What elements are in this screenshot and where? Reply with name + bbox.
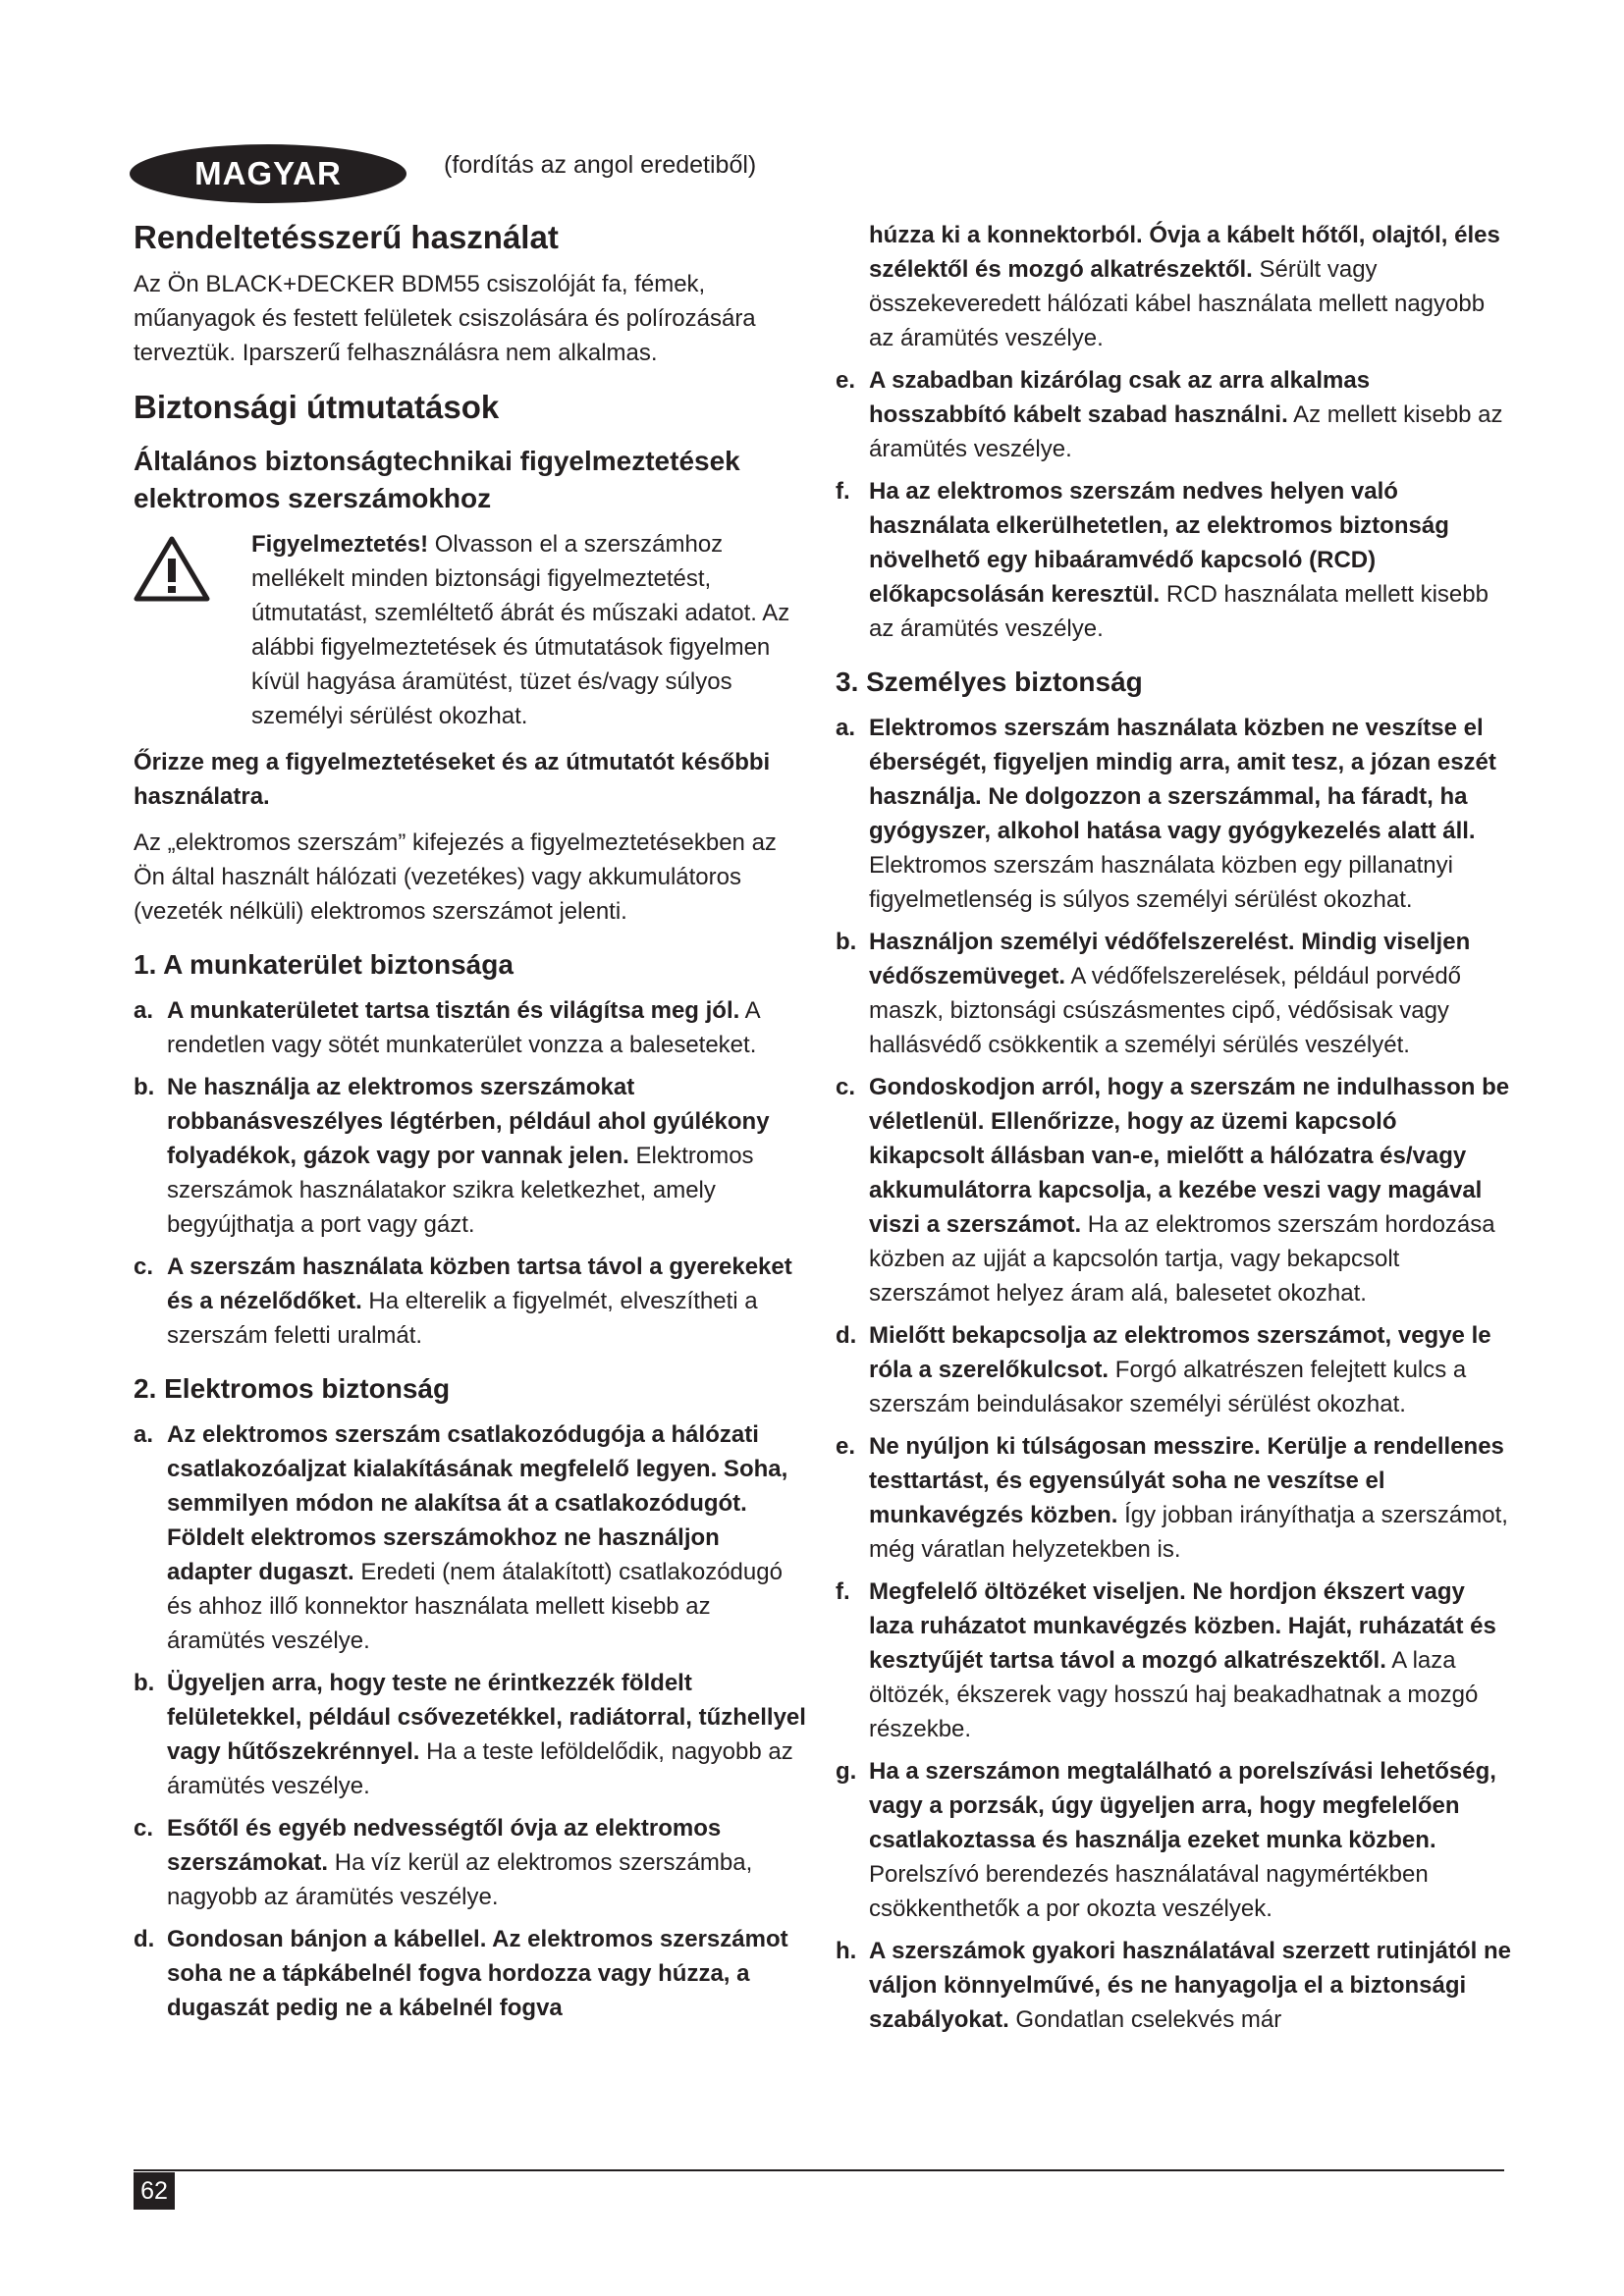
intended-use-heading: Rendeltetésszerű használat [134,219,559,255]
item-bold: Ha a szerszámon megtalálható a porelszívási lehetőség, vagy a porzsák, úgy ügyeljen arra, hogy megfelelően csatlakoztassa és használja ezeket munka közben. [869,1758,1496,1853]
item-text: Ha a teste leföldelődik, nagyobb az áramütés veszélye. [167,1738,793,1799]
list-item [134,1666,809,1803]
section-2-heading: 2. Elektromos biztonság [134,1373,451,1404]
keep-instructions-text: Őrizze meg a figyelmeztetéseket és az útmutatót későbbi használatra. [134,749,771,810]
item-label: b. [134,1074,155,1100]
list-item [836,1318,1511,1421]
item-label: a. [134,997,154,1024]
item-text: Ha elterelik a figyelmét, elveszítheti a szerszám feletti uralmát. [167,1288,758,1349]
list-item [134,1417,809,1658]
list-item [836,711,1511,917]
item-bold: A szabadban kizárólag csak az arra alkalmas hosszabbító kábelt szabad használni. [869,367,1371,428]
warning-text: Olvasson el a szerszámhoz mellékelt minden biztonsági figyelmeztetést, útmutatást, szemléltető ábrát és műszaki adatot. Az alábbi figyelmeztetések és útmutatások figyelmen kívül hagyása áramütést, tüzet és/vagy súlyos személyi sérülést okozhat. [251,531,790,729]
item-bold: Ne nyúljon ki túlságosan messzire. Kerülje a rendellenes testtartást, és egyensúlyát soha ne veszítse el munkavégzés közben. [869,1433,1504,1528]
item-bold: Megfelelő öltözéket viseljen. Ne hordjon ékszert vagy laza ruházatot munkavégzés közben. Haját, ruházatát és kesztyűjét tartsa távol a mozgó alkatrészektől. [869,1578,1496,1674]
item-text: Elektromos szerszámok használatakor szikra keletkezhet, amely begyújthatja a port vagy gázt. [167,1143,754,1238]
left-column [134,218,809,2033]
item-bold: Ha az elektromos szerszám nedves helyen való használata elkerülhetetlen, az elektromos biztonság növelhető egy hibaáramvédő kapcsoló (RCD) előkapcsolásán keresztül. [869,478,1449,608]
item-bold: Gondosan bánjon a kábellel. Az elektromos szerszámot soha ne a tápkábelnél fogva hordozza vagy húzza, a dugaszát pedig ne a kábelnél fogva [167,1926,788,2021]
list-item [134,1811,809,1914]
item-label: e. [836,367,856,394]
list-item-continued [836,218,1511,355]
list-item [134,993,809,1062]
footer-divider [134,2169,1504,2171]
warning-block [134,527,809,733]
item-text: RCD használata mellett kisebb az áramütés veszélye. [869,581,1489,642]
item-text: A rendetlen vagy sötét munkaterület vonzza a baleseteket. [167,997,760,1058]
safety-heading: Biztonsági útmutatások [134,389,500,425]
item-text: A laza öltözék, ékszerek vagy hosszú haj beakadhatnak a mozgó részekbe. [869,1647,1479,1742]
warning-triangle-icon [134,527,251,733]
item-bold: Ügyeljen arra, hogy teste ne érintkezzék földelt felületekkel, például csővezetékkel, radiátorral, tűzhellyel vagy hűtőszekrénnyel. [167,1670,806,1765]
list-item [836,1934,1511,2037]
item-label: d. [836,1322,857,1349]
list-item [836,1070,1511,1310]
list-item [134,1922,809,2025]
item-bold: Gondoskodjon arról, hogy a szerszám ne indulhasson be véletlenül. Ellenőrizze, hogy az üzemi kapcsoló kikapcsolt állásban van-e, mielőtt a hálózatra és/vagy akkumulátorra kapcsolja, a kezébe veszi vagy magával viszi a szerszámot. [869,1074,1510,1238]
item-bold: húzza ki a konnektorból. Óvja a kábelt hőtől, olajtól, éles szélektől és mozgó alkatrészektől. [869,222,1500,283]
item-text: Így jobban irányíthatja a szerszámot, még váratlan helyzetekben is. [869,1502,1508,1563]
item-bold: A szerszámok gyakori használatával szerzett rutinjától ne váljon könnyelművé, és ne hanyagolja el a biztonsági szabályokat. [869,1938,1512,2033]
item-label: a. [134,1421,154,1448]
warning-label: Figyelmeztetés! [251,531,429,558]
language-badge: MAGYAR [130,144,406,203]
item-bold: A szerszám használata közben tartsa távol a gyerekeket és a nézelődőket. [167,1254,792,1314]
right-column [836,218,1511,2045]
item-label: g. [836,1758,857,1785]
general-warnings-heading: Általános biztonságtechnikai figyelmeztetések elektromos szerszámokhoz [134,446,740,513]
item-bold: Használjon személyi védőfelszerelést. Mindig viseljen védőszemüveget. [869,929,1471,989]
item-label: f. [836,1578,850,1605]
list-item [836,363,1511,466]
item-label: c. [134,1254,154,1280]
item-label: c. [836,1074,856,1100]
item-label: b. [836,929,857,955]
item-text: Elektromos szerszám használata közben egy pillanatnyi figyelmetlenség is súlyos személyi sérülést okozhat. [869,852,1453,913]
list-item [836,1754,1511,1926]
item-bold: Ne használja az elektromos szerszámokat robbanásveszélyes légtérben, például ahol gyúlékony folyadékok, gázok vagy por vannak jelen. [167,1074,770,1169]
list-item [836,1575,1511,1746]
item-label: b. [134,1670,155,1696]
list-item [134,1250,809,1353]
item-text: Ha víz kerül az elektromos szerszámba, nagyobb az áramütés veszélye. [167,1849,753,1910]
list-item [836,1429,1511,1567]
page-number: 62 [134,2172,175,2210]
item-text: Eredeti (nem átalakított) csatlakozódugó és ahhoz illő konnektor használata mellett kisebb az áramütés veszélye. [167,1559,783,1654]
item-bold: Esőtől és egyéb nedvességtől óvja az elektromos szerszámokat. [167,1815,722,1876]
list-item [836,925,1511,1062]
list-item [134,1070,809,1242]
item-label: a. [836,715,856,741]
item-label: d. [134,1926,155,1952]
item-text: Ha az elektromos szerszám hordozása közben az ujját a kapcsolón tartja, vagy bekapcsolt szerszámot helyez áram alá, balesetet okozhat. [869,1211,1495,1307]
item-text: Az mellett kisebb az áramütés veszélye. [869,401,1503,462]
item-label: e. [836,1433,856,1460]
intended-use-text: Az Ön BLACK+DECKER BDM55 csiszolóját fa, fémek, műanyagok és festett felületek csiszolására és polírozására terveztük. Iparszerű felhasználásra nem alkalmas. [134,271,756,366]
item-label: h. [836,1938,857,1964]
item-label: c. [134,1815,154,1842]
term-definition-text: Az „elektromos szerszám” kifejezés a figyelmeztetésekben az Ön által használt hálózati (vezetékes) vagy akkumulátoros (vezeték nélküli) elektromos szerszámot jelenti. [134,829,777,925]
item-text: Forgó alkatrészen felejtett kulcs a szerszám beindulásakor személyi sérülést okozhat. [869,1357,1467,1417]
item-bold: Az elektromos szerszám csatlakozódugója a hálózati csatlakozóaljzat kialakításának megfelelő legyen. Soha, semmilyen módon ne alakítsa át a csatlakozódugót. Földelt elektromos szerszámokhoz ne használjon adapter dugaszt. [167,1421,788,1585]
item-text: Sérült vagy összekeveredett hálózati kábel használata mellett nagyobb az áramütés veszélye. [869,256,1486,351]
translation-note: (fordítás az angol eredetiből) [444,151,757,179]
item-text: A védőfelszerelések, például porvédő maszk, biztonsági csúszásmentes cipő, védősisak vagy hallásvédő csökkentik a személyi sérülés veszélyét. [869,963,1462,1058]
section-1-heading: 1. A munkaterület biztonsága [134,949,514,980]
item-bold: Mielőtt bekapcsolja az elektromos szerszámot, vegye le róla a szerelőkulcsot. [869,1322,1491,1383]
section-3-heading: 3. Személyes biztonság [836,667,1143,697]
item-text: Gondatlan cselekvés már [1008,2006,1282,2033]
item-label: f. [836,478,850,505]
item-bold: Elektromos szerszám használata közben ne veszítse el éberségét, figyeljen mindig arra, amit tesz, a józan eszét használja. Ne dolgozzon a szerszámmal, ha fáradt, ha gyógyszer, alkohol hatása vagy gyógykezelés alatt áll. [869,715,1496,844]
item-bold: A munkaterületet tartsa tisztán és világítsa meg jól. [167,997,740,1024]
list-item [836,474,1511,646]
item-text: Porelszívó berendezés használatával nagymértékben csökkenthetők a por okozta veszélyek. [869,1861,1429,1922]
